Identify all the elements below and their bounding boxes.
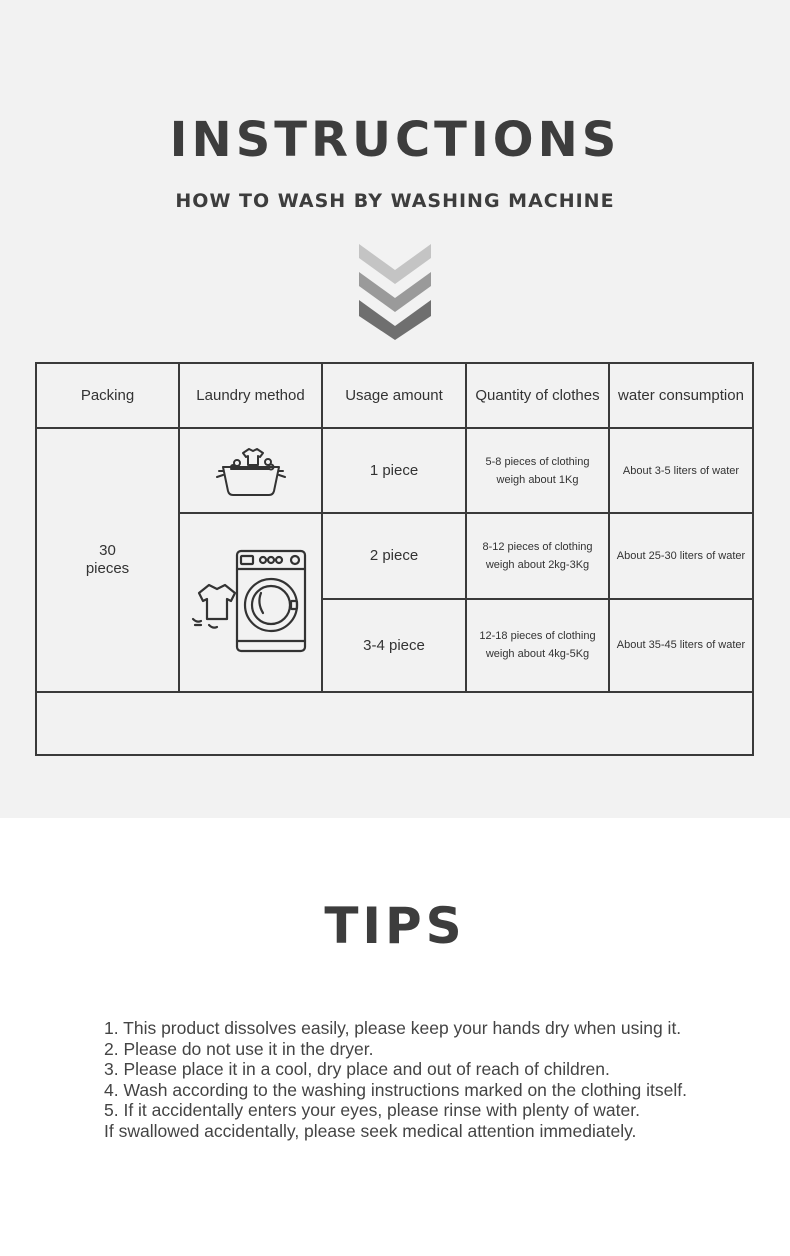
laundry-method-hand-wash [179,428,322,512]
usage-amount-cell: 1 piece [322,428,466,512]
hand-wash-basin-icon [211,443,291,499]
packing-cell [36,428,179,691]
washing-instructions-table [35,362,754,756]
quantity-line: 12-18 pieces of clothing [479,630,596,643]
quantity-weight: weigh about 2kg-3Kg [485,558,590,571]
quantity-weight: weigh about 4kg-5Kg [485,648,590,661]
page-title: INSTRUCTIONS [169,112,621,168]
header-packing: Packing [36,363,179,428]
quantity-weight: weigh about 1Kg [496,473,579,486]
usage-amount-cell: 2 piece [322,513,466,599]
quantity-line: 8-12 pieces of clothing [482,540,593,553]
usage-amount-cell: 3-4 piece [322,599,466,691]
packing-count: 30 [99,541,116,559]
header-laundry-method: Laundry method [179,363,322,428]
chevron-down-arrows-icon [355,240,435,344]
quantity-line: 5-8 pieces of clothing [485,455,590,468]
packing-unit: pieces [85,559,130,577]
table-row [36,428,753,512]
tip-item: 1. This product dissolves easily, please keep your hands dry when using it. [104,1018,682,1038]
page-subtitle: HOW TO WASH BY WASHING MACHINE [175,190,615,212]
quantity-cell [466,599,609,691]
header-water-consumption: water consumption [609,363,753,428]
tip-item: 5. If it accidentally enters your eyes, please rinse with plenty of water. [104,1100,640,1120]
laundry-method-machine-wash [179,513,322,692]
quantity-cell [466,428,609,512]
water-consumption-cell: About 35-45 liters of water [609,599,753,691]
tips-title: TIPS [324,897,466,955]
header-quantity-of-clothes: Quantity of clothes [466,363,609,428]
tips-list [104,1018,784,1141]
tip-item: 2. Please do not use it in the dryer. [104,1038,374,1059]
washing-machine-icon [191,547,311,657]
empty-cell [36,692,753,755]
quantity-cell [466,513,609,599]
tip-item: 4. Wash according to the washing instructions marked on the clothing itself. [104,1079,687,1100]
tip-item: If swallowed accidentally, please seek medical attention immediately. [104,1120,637,1141]
table-header-row [36,363,753,428]
water-consumption-cell: About 3-5 liters of water [609,428,753,512]
tip-item: 3. Please place it in a cool, dry place and out of reach of children. [104,1059,610,1079]
table-empty-row [36,692,753,755]
header-usage-amount: Usage amount [322,363,466,428]
chevron-light [359,244,431,284]
water-consumption-cell: About 25-30 liters of water [609,513,753,599]
